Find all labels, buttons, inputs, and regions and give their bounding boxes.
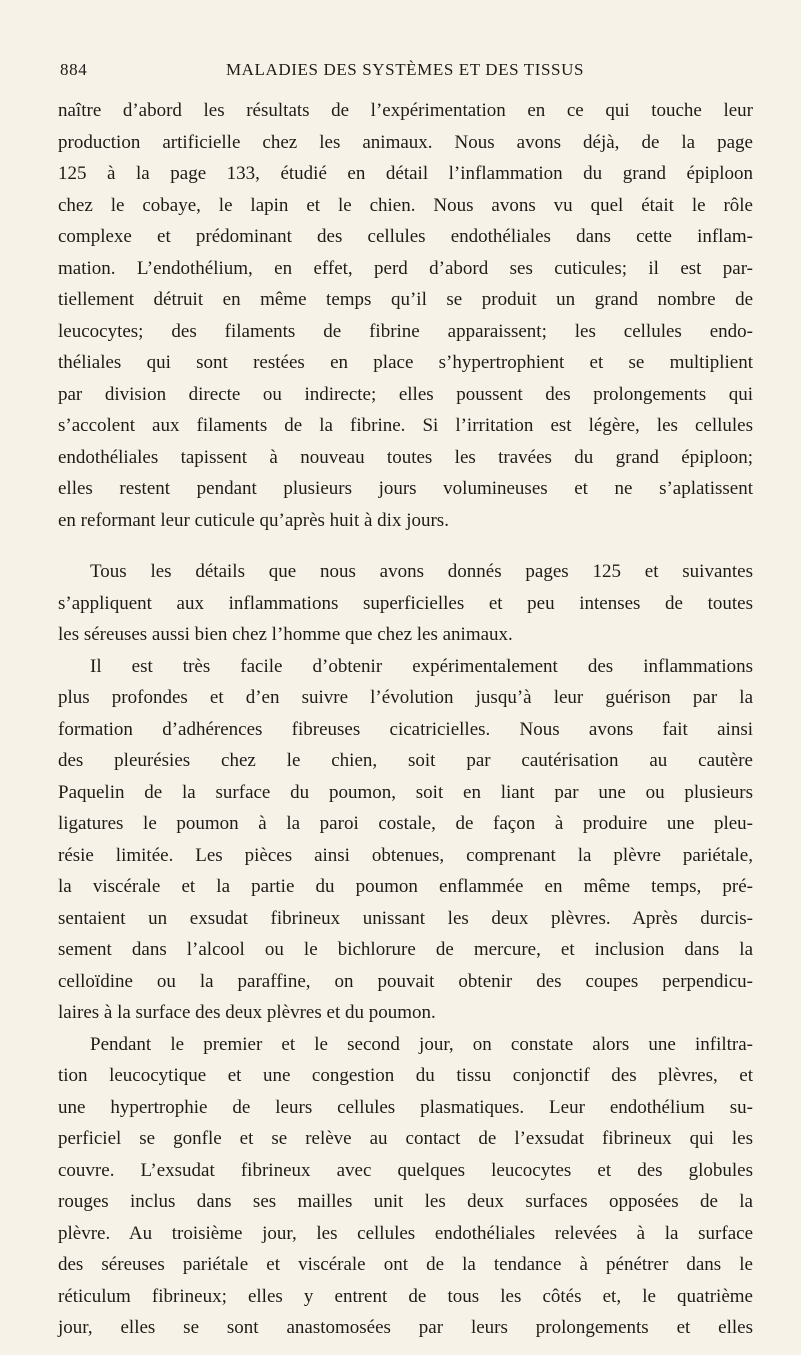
text-line: naître d’abord les résultats de l’expérimentation en ce qui touche leur [58,100,753,121]
text-line: théliales qui sont restées en place s’hypertrophient et se multiplient [58,352,753,373]
text-line: plèvre. Au troisième jour, les cellules endothéliales relevées à la surface [58,1222,753,1244]
text-line: mation. L’endothélium, en effet, perd d’abord ses cuticules; il est par- [58,257,753,279]
text-line: tion leucocytique et une congestion du tissu conjonctif des plèvres, et [58,1065,753,1086]
text-line: des séreuses pariétale et viscérale ont de la tendance à pénétrer dans le [58,1254,753,1275]
text-line: celloïdine ou la paraffine, on pouvait obtenir des coupes perpendicu- [58,970,753,992]
text-line: sement dans l’alcool ou le bichlorure de mercure, et inclusion dans la [58,939,753,960]
text-line: en reformant leur cuticule qu’après huit à dix jours. [58,509,449,531]
text-line: ligatures le poumon à la paroi costale, de façon à produire une pleu- [58,813,753,834]
text-line: jour, elles se sont anastomosées par leurs prolongements et elles [58,1317,753,1338]
text-line: plus profondes et d’en suivre l’évolution jusqu’à leur guérison par la [58,687,753,708]
paragraph [58,1029,753,1344]
text-line: s’appliquent aux inflammations superficielles et peu intenses de toutes [58,592,753,614]
text-line: complexe et prédominant des cellules endothéliales dans cette inflam- [58,226,753,247]
text-line: production artificielle chez les animaux. Nous avons déjà, de la page [58,131,753,153]
text-line: elles restent pendant plusieurs jours volumineuses et ne s’aplatissent [58,478,753,499]
text-line: laires à la surface des deux plèvres et du poumon. [58,1002,436,1023]
text-line: tiellement détruit en même temps qu’il se produit un grand nombre de [58,289,753,310]
text-line: 125 à la page 133, étudié en détail l’inflammation du grand épiploon [58,163,753,184]
text-line: par division directe ou indirecte; elles poussent des prolongements qui [58,383,753,405]
body-text [58,95,753,1344]
text-line: Il est très facile d’obtenir expérimentalement des inflammations [90,655,753,677]
text-line: couvre. L’exsudat fibrineux avec quelques leucocytes et des globules [58,1159,753,1181]
text-line: résie limitée. Les pièces ainsi obtenues, comprenant la plèvre pariétale, [58,844,753,866]
paragraph-gap [58,536,753,556]
page-header [60,60,750,88]
text-line: des pleurésies chez le chien, soit par cautérisation au cautère [58,750,753,771]
paragraph [58,651,753,1029]
text-line: réticulum fibrineux; elles y entrent de tous les côtés et, le quatrième [58,1285,753,1307]
text-line: leucocytes; des filaments de fibrine apparaissent; les cellules endo- [58,320,753,342]
paragraph [58,556,753,651]
text-line: la viscérale et la partie du poumon enflammée en même temps, pré- [58,876,753,897]
text-line: s’accolent aux filaments de la fibrine. Si l’irritation est légère, les cellules [58,415,753,436]
text-line: perficiel se gonfle et se relève au contact de l’exsudat fibrineux qui les [58,1128,753,1149]
text-line: les séreuses aussi bien chez l’homme que chez les animaux. [58,624,513,645]
text-line: rouges inclus dans ses mailles unit les deux surfaces opposées de la [58,1191,753,1212]
text-line: Pendant le premier et le second jour, on constate alors une infiltra- [90,1033,753,1055]
running-title: MALADIES DES SYSTÈMES ET DES TISSUS [225,60,585,79]
text-line: formation d’adhérences fibreuses cicatricielles. Nous avons fait ainsi [58,718,753,740]
text-line: endothéliales tapissent à nouveau toutes les travées du grand épiploon; [58,446,753,468]
text-line: chez le cobaye, le lapin et le chien. Nous avons vu quel était le rôle [58,194,753,216]
page-number: 884 [60,60,88,79]
paragraph [58,95,753,536]
text-line: Tous les détails que nous avons donnés pages 125 et suivantes [90,561,753,582]
text-line: une hypertrophie de leurs cellules plasmatiques. Leur endothélium su- [58,1096,753,1118]
text-line: sentaient un exsudat fibrineux unissant les deux plèvres. Après durcis- [58,907,753,929]
text-line: Paquelin de la surface du poumon, soit en liant par une ou plusieurs [58,781,753,803]
